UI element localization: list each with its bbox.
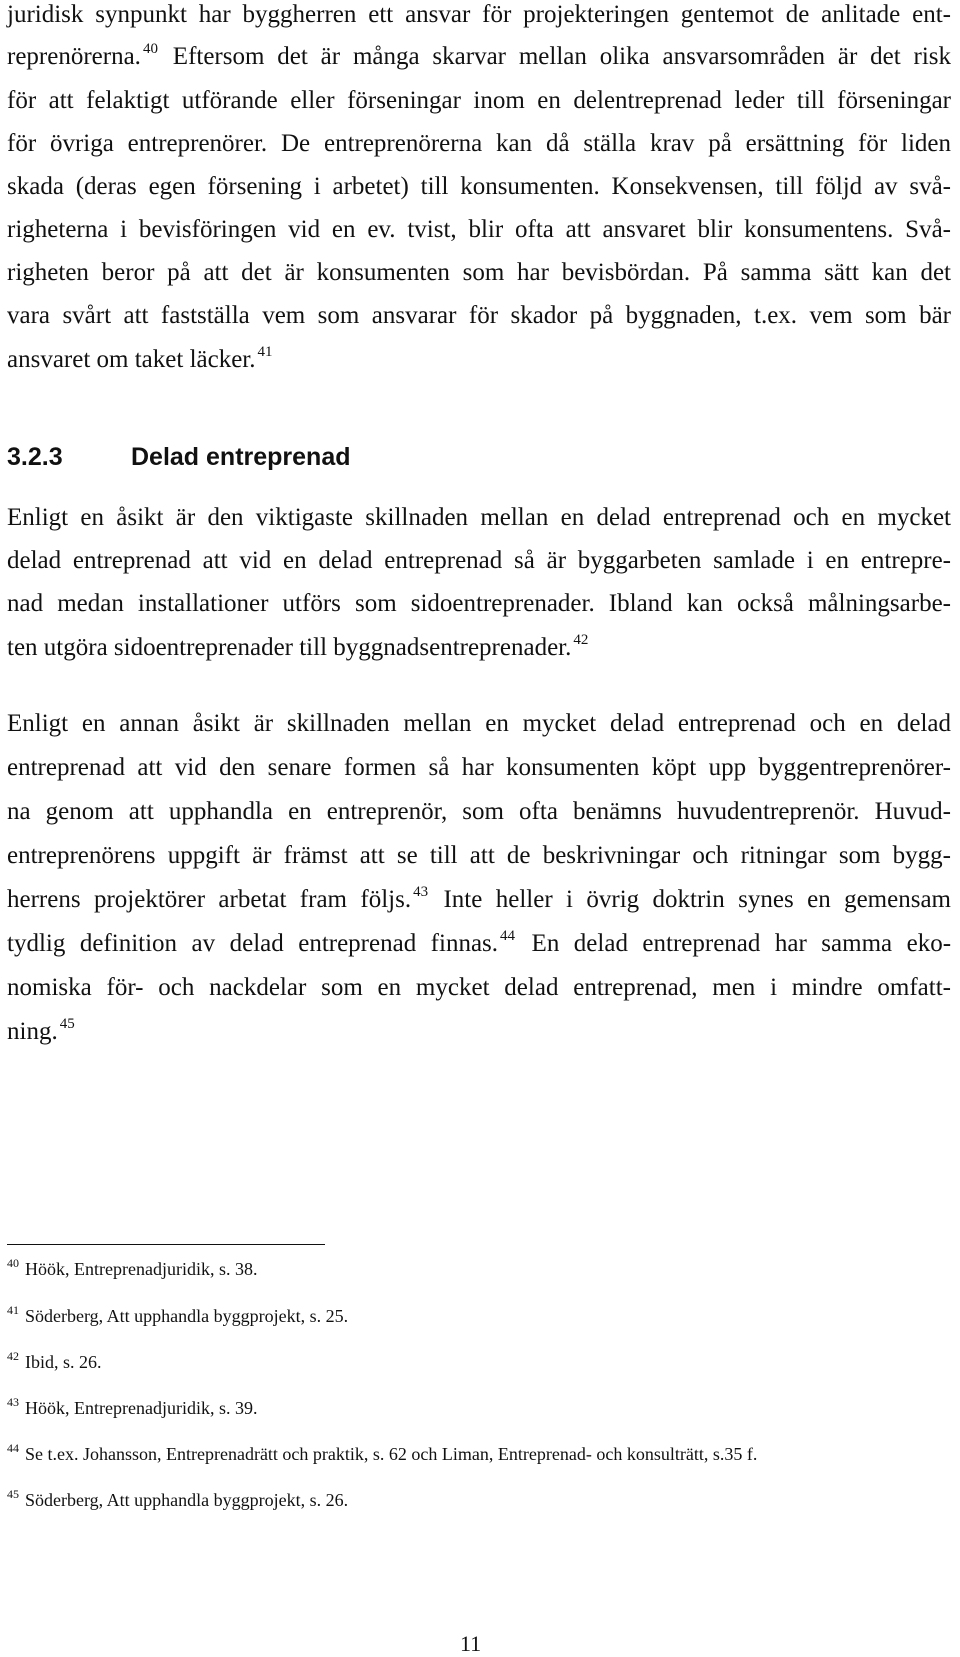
paragraph-2-line-2: delad entreprenad att vid en delad entreprenad så är byggarbeten samlade i en entrepre-	[7, 547, 951, 574]
footnote-text: Höök, Entreprenadjuridik, s. 38.	[25, 1259, 258, 1279]
paragraph-1-line-9	[7, 345, 951, 375]
footnote-text: Se t.ex. Johansson, Entreprenadrätt och praktik, s. 62 och Liman, Entreprenad- och konsulträtt, s.35 f.	[25, 1444, 758, 1464]
paragraph-2-line-4	[7, 633, 951, 663]
section-heading	[7, 442, 351, 472]
paragraph-3-line-1: Enligt en annan åsikt är skillnaden mellan en mycket delad entreprenad och en delad	[7, 710, 951, 737]
paragraph-3-line-2: entreprenad att vid den senare formen så har konsumenten köpt upp byggentreprenörer-	[7, 754, 951, 781]
paragraph-3-line-3: na genom att upphandla en entreprenör, som ofta benämns huvudentreprenör. Huvud-	[7, 798, 951, 825]
paragraph-1-line-1: juridisk synpunkt har byggherren ett ansvar för projekteringen gentemot de anlitade ent-	[7, 1, 951, 28]
paragraph-3-line-7: nomiska för- och nackdelar som en mycket delad entreprenad, men i mindre omfatt-	[7, 974, 951, 1001]
paragraph-3-line-4: entreprenörens uppgift är främst att se till att de beskrivningar och ritningar som bygg-	[7, 842, 951, 869]
footnote-text: Ibid, s. 26.	[25, 1352, 102, 1372]
footnote-ref-42[interactable]: 42	[573, 632, 589, 648]
footnote-41	[7, 1305, 348, 1327]
text-segment: herrens projektörer arbetat fram följs.	[7, 886, 412, 913]
footnote-40	[7, 1258, 257, 1280]
footnote-text: Söderberg, Att upphandla byggprojekt, s. 25.	[25, 1306, 349, 1326]
paragraph-1-line-3: för att felaktigt utförande eller förseningar inom en delentreprenad leder till förseningar	[7, 87, 951, 114]
footnote-42	[7, 1351, 102, 1373]
paragraph-3-line-8	[7, 1017, 951, 1047]
paragraph-2-line-3: nad medan installationer utförs som sidoentreprenader. Ibland kan också målningsarbe-	[7, 590, 951, 617]
footnote-ref-44[interactable]: 44	[500, 928, 516, 944]
footnote-44	[7, 1443, 757, 1465]
text-segment: Eftersom det är många skarvar mellan olika ansvarsområden är det risk	[172, 43, 952, 70]
footnote-number: 45	[7, 1487, 19, 1501]
text-segment: ansvaret om taket läcker.	[7, 346, 256, 373]
text-segment: Inte heller i övrig doktrin synes en gemensam	[443, 886, 951, 913]
section-title: Delad entreprenad	[131, 443, 351, 471]
paragraph-3-line-6	[7, 929, 951, 959]
text-segment: ning.	[7, 1018, 58, 1045]
paragraph-1-line-4: för övriga entreprenörer. De entreprenörerna kan då ställa krav på ersättning för liden	[7, 130, 951, 157]
paragraph-1-line-5: skada (deras egen försening i arbetet) till konsumenten. Konsekvensen, till följd av svå-	[7, 173, 951, 200]
footnote-ref-45[interactable]: 45	[59, 1016, 75, 1032]
footnote-number: 41	[7, 1303, 19, 1317]
footnote-number: 43	[7, 1395, 19, 1409]
footnote-number: 40	[7, 1256, 19, 1270]
footnote-divider	[7, 1244, 325, 1245]
text-segment: tydlig definition av delad entreprenad finnas.	[7, 930, 499, 957]
footnote-text: Söderberg, Att upphandla byggprojekt, s. 26.	[25, 1490, 349, 1510]
section-number: 3.2.3	[7, 443, 63, 471]
footnote-number: 42	[7, 1349, 19, 1363]
paragraph-1-line-7: righeten beror på att det är konsumenten som har bevisbördan. På samma sätt kan det	[7, 259, 951, 286]
text-segment: En delad entreprenad har samma eko-	[531, 930, 952, 957]
paragraph-1-line-6: righeterna i bevisföringen vid en ev. tvist, blir ofta att ansvaret blir konsumentens. Svå-	[7, 216, 951, 243]
footnote-ref-41[interactable]: 41	[257, 344, 273, 360]
footnote-text: Höök, Entreprenadjuridik, s. 39.	[25, 1398, 258, 1418]
page-number: 11	[460, 1631, 482, 1656]
text-segment: reprenörerna.	[7, 43, 141, 70]
footnote-43	[7, 1397, 257, 1419]
paragraph-1-line-2	[7, 42, 951, 72]
footnote-45	[7, 1489, 348, 1511]
paragraph-1-line-8: vara svårt att fastställa vem som ansvarar för skador på byggnaden, t.ex. vem som bär	[7, 302, 951, 329]
text-segment: ten utgöra sidoentreprenader till byggnadsentreprenader.	[7, 634, 572, 661]
footnote-ref-43[interactable]: 43	[413, 884, 429, 900]
paragraph-2-line-1: Enligt en åsikt är den viktigaste skillnaden mellan en delad entreprenad och en mycket	[7, 504, 951, 531]
footnote-ref-40[interactable]: 40	[142, 41, 158, 57]
footnote-number: 44	[7, 1441, 19, 1455]
paragraph-3-line-5	[7, 885, 951, 915]
